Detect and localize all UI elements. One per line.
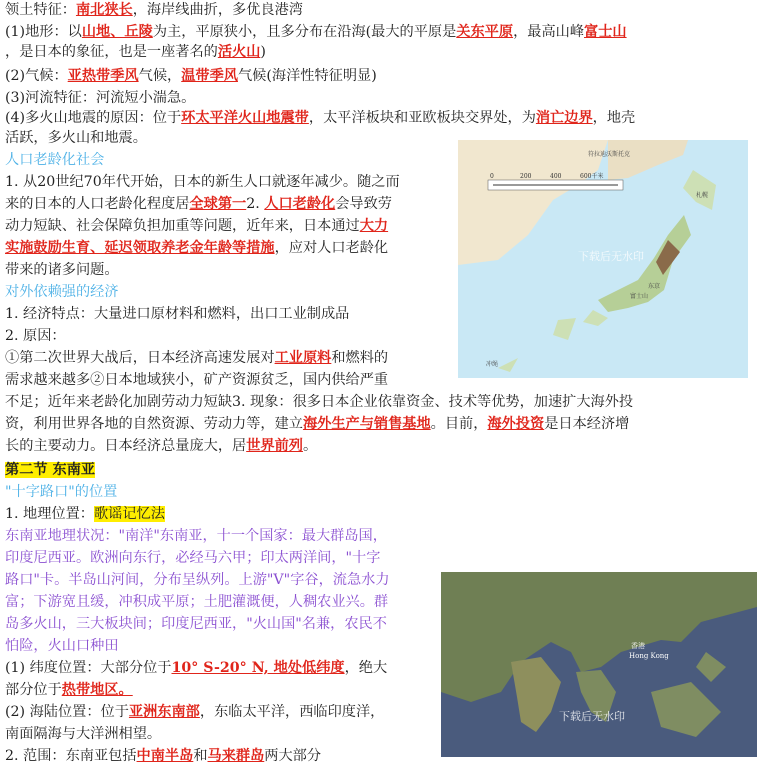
text-line bbox=[5, 22, 627, 42]
text-line bbox=[5, 260, 119, 280]
map-label: 符拉迪沃斯托克 bbox=[588, 151, 631, 158]
text-run: 动力短缺、社会保障负担加重等问题，近年来，日本通过 bbox=[5, 218, 360, 234]
emphasis: 南北狭长 bbox=[75, 2, 133, 18]
text-run: (1)地形：以 bbox=[5, 24, 82, 40]
chapter-title: 第二节 东南亚 bbox=[5, 462, 96, 478]
text-run: 2. 范围：东南亚包括 bbox=[5, 748, 137, 764]
text-run: 活跃，多火山和地震。 bbox=[5, 130, 147, 146]
text-line bbox=[5, 348, 388, 368]
section-heading bbox=[5, 282, 119, 302]
text-line bbox=[5, 392, 633, 412]
emphasis: 中南半岛 bbox=[136, 748, 194, 764]
watermark: 下载后无水印 bbox=[559, 710, 625, 723]
text-run: 。 bbox=[302, 438, 318, 454]
emphasis: 人口老龄化 bbox=[264, 196, 336, 212]
text-line bbox=[5, 326, 66, 346]
text-line bbox=[5, 66, 377, 86]
text-run: 怕险，火山口种田 bbox=[5, 638, 119, 654]
emphasis: 10° S-20° N, 地处低纬度 bbox=[171, 660, 345, 676]
text-run: 气候， bbox=[138, 68, 182, 84]
map-label: Hong Kong bbox=[629, 652, 669, 660]
scale-tick: 200 bbox=[520, 173, 532, 180]
emphasis: 温带季风 bbox=[181, 68, 238, 84]
text-line bbox=[5, 108, 635, 128]
text-line bbox=[5, 548, 380, 568]
text-line bbox=[5, 746, 321, 766]
text-run: 两大部分 bbox=[264, 748, 322, 764]
emphasis: 山地、丘陵 bbox=[81, 24, 153, 40]
emphasis: 消亡边界 bbox=[535, 110, 593, 126]
chapter-heading bbox=[5, 460, 95, 480]
text-run: ) bbox=[260, 44, 266, 60]
text-line bbox=[5, 614, 387, 634]
text-line bbox=[5, 304, 349, 324]
text-run: ①第二次世界大战后，日本经济高速发展对 bbox=[5, 350, 275, 366]
text-run: 资，利用世界各地的自然资源、劳动力等，建立 bbox=[5, 416, 303, 432]
text-line bbox=[5, 0, 303, 20]
emphasis: 工业原料 bbox=[274, 350, 332, 366]
text-run: 印度尼西亚。欧洲向东行，必经马六甲；印太两洋间，"十字 bbox=[5, 550, 381, 566]
text-run: ，太平洋板块和亚欧板块交界处，为 bbox=[308, 110, 536, 126]
text-line bbox=[5, 88, 195, 108]
text-run: 岛多火山，三大板块间；印度尼西亚，"火山国"名兼，农民不 bbox=[5, 616, 387, 632]
emphasis: 富士山 bbox=[584, 24, 627, 40]
text-run: 来的日本的人口老龄化程度居 bbox=[5, 196, 190, 212]
scale-tick: 600千米 bbox=[580, 173, 604, 180]
text-run: 南面隔海与大洋洲相望。 bbox=[5, 726, 162, 742]
text-line bbox=[5, 42, 266, 62]
text-run: 为主，平原狭小，且多分布在沿海(最大的平原是 bbox=[152, 24, 457, 40]
text-line bbox=[5, 504, 165, 524]
text-line bbox=[5, 238, 388, 258]
text-run: (2) 海陆位置：位于 bbox=[5, 704, 129, 720]
text-line bbox=[5, 658, 387, 678]
text-run: 气候(海洋性特征明显) bbox=[237, 68, 377, 84]
text-run: 2. 原因： bbox=[5, 328, 66, 344]
emphasis: 实施鼓励生育、延迟领取养老金年龄等措施 bbox=[5, 240, 275, 256]
emphasis: 全球第一 bbox=[189, 196, 247, 212]
emphasis: 世界前列 bbox=[246, 438, 303, 454]
text-run: 和 bbox=[193, 748, 208, 764]
text-run: 部分位于 bbox=[5, 682, 62, 698]
text-run: 1. 经济特点：大量进口原材料和燃料，出口工业制成品 bbox=[5, 306, 350, 322]
text-line bbox=[5, 216, 388, 236]
text-run: 带来的诸多问题。 bbox=[5, 262, 119, 278]
text-run: (1) 纬度位置：大部分位于 bbox=[5, 660, 172, 676]
text-run: ，是日本的象征，也是一座著名的 bbox=[5, 44, 218, 60]
text-run: (4)多火山地震的原因：位于 bbox=[5, 110, 182, 126]
text-line bbox=[5, 370, 388, 390]
text-line bbox=[5, 592, 388, 612]
scale-tick: 400 bbox=[550, 173, 562, 180]
text-line bbox=[5, 526, 387, 546]
emphasis: 热带地区。 bbox=[61, 682, 133, 698]
map-label: 札幌 bbox=[696, 192, 709, 199]
text-run: 会导致劳 bbox=[335, 196, 392, 212]
emphasis: 大力 bbox=[359, 218, 389, 234]
text-line bbox=[5, 172, 400, 192]
text-run: 不足；近年来老龄化加剧劳动力短缺3. 现象：很多日本企业依靠资金、技术等优势，加速扩大海外投 bbox=[5, 394, 634, 410]
text-run: (2)气候： bbox=[5, 68, 68, 84]
emphasis: 关东平原 bbox=[456, 24, 514, 40]
section-heading bbox=[5, 150, 104, 170]
map-label: 香港 bbox=[631, 642, 645, 650]
text-line bbox=[5, 436, 317, 456]
text-run: 路口"卡。半岛山河间，分布呈纵列。上游"V"字谷，流急水力 bbox=[5, 572, 390, 588]
text-run: 长的主要动力。日本经济总量庞大，居 bbox=[5, 438, 247, 454]
emphasis: 海外生产与销售基地 bbox=[302, 416, 431, 432]
emphasis: 活火山 bbox=[217, 44, 261, 60]
watermark: 下载后无水印 bbox=[578, 250, 644, 263]
text-run: 需求越来越多②日本地域狭小，矿产资源贫乏，国内供给严重 bbox=[5, 372, 389, 388]
text-run: ，最高山峰 bbox=[513, 24, 585, 40]
text-line bbox=[5, 414, 629, 434]
text-run: 和燃料的 bbox=[331, 350, 389, 366]
text-line bbox=[5, 636, 119, 656]
japan-map bbox=[458, 140, 748, 378]
text-run: 2. bbox=[246, 196, 265, 212]
emphasis: 环太平洋火山地震带 bbox=[181, 110, 309, 126]
text-line bbox=[5, 702, 384, 722]
text-line bbox=[5, 570, 390, 590]
text-run: 。目前， bbox=[430, 416, 488, 432]
emphasis: 亚洲东南部 bbox=[128, 704, 200, 720]
emphasis: 海外投资 bbox=[487, 416, 545, 432]
text-run: 富；下游宽且缓，冲积成平原；土肥灌溉便，人稠农业兴。群 bbox=[5, 594, 389, 610]
emphasis: 马来群岛 bbox=[207, 748, 265, 764]
map-label: 东京 bbox=[648, 283, 661, 290]
text-run: 是日本经济增 bbox=[544, 416, 630, 432]
text-line bbox=[5, 724, 161, 744]
emphasis: 亚热带季风 bbox=[67, 68, 139, 84]
text-run: (3)河流特征：河流短小湍急。 bbox=[5, 90, 196, 106]
text-line bbox=[5, 194, 392, 214]
text-run: 1. 从20世纪70年代开始，日本的新生人口就逐年减少。随之而 bbox=[5, 174, 400, 190]
text-run: ，海岸线曲折，多优良港湾 bbox=[132, 2, 303, 18]
text-run: ，绝大 bbox=[344, 660, 388, 676]
text-run: ，东临太平洋，西临印度洋， bbox=[199, 704, 385, 720]
text-run: 东南亚地理状况："南洋"东南亚，十一个国家：最大群岛国， bbox=[5, 528, 387, 544]
southeast-asia-map bbox=[441, 572, 757, 757]
section-heading bbox=[5, 482, 117, 502]
text-run: ，地壳 bbox=[592, 110, 636, 126]
heading-text: 人口老龄化社会 bbox=[5, 152, 105, 168]
text-run: ，应对人口老龄化 bbox=[274, 240, 389, 256]
heading-text: "十字路口"的位置 bbox=[5, 484, 118, 500]
text-run: 1. 地理位置： bbox=[5, 506, 94, 522]
heading-text: 对外依赖强的经济 bbox=[5, 284, 119, 300]
map-label: 富士山 bbox=[630, 293, 649, 300]
text-run: 领土特征： bbox=[5, 2, 76, 18]
scale-tick: 0 bbox=[490, 173, 494, 180]
text-line bbox=[5, 128, 147, 148]
highlight: 歌谣记忆法 bbox=[93, 506, 165, 522]
map-label: 冲绳 bbox=[486, 361, 499, 368]
text-line bbox=[5, 680, 133, 700]
